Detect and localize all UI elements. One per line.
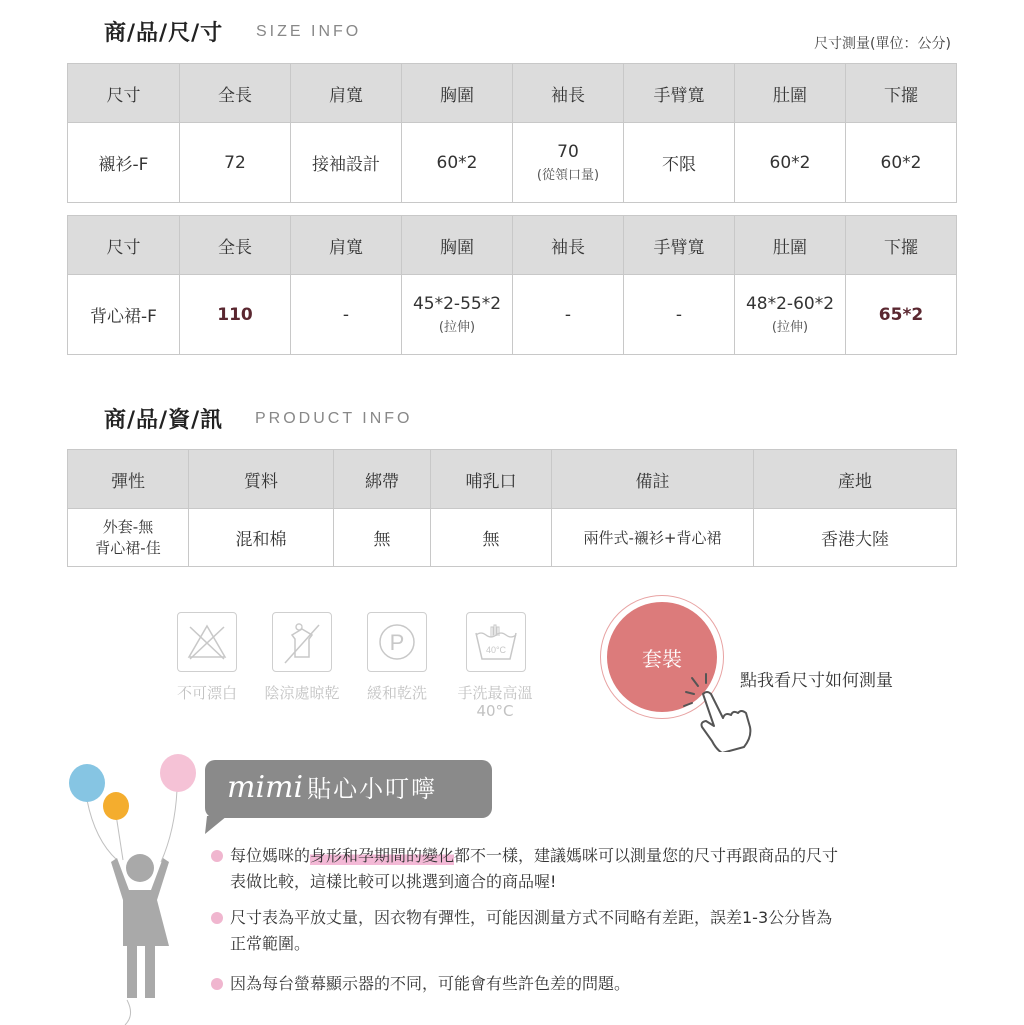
sleeve-value: 70 (557, 142, 579, 162)
bubble-tail (205, 816, 229, 836)
gentle-dry-clean-icon (367, 612, 427, 672)
header-cell: 尺寸 (68, 64, 180, 123)
header-cell: 下擺 (846, 216, 957, 275)
table-row (68, 123, 957, 203)
tips-bubble (205, 760, 492, 818)
chest-cell: 60*2 (402, 123, 513, 203)
material-cell: 混和棉 (189, 509, 334, 567)
length-cell: 72 (180, 123, 291, 203)
bullet-dot (211, 850, 223, 862)
shirt-size-table (67, 63, 957, 203)
header-cell: 彈性 (68, 450, 189, 509)
header-cell: 全長 (180, 64, 291, 123)
header-cell: 袖長 (513, 64, 624, 123)
header-cell: 胸圍 (402, 216, 513, 275)
wash-temp-glyph: 40°C (485, 645, 507, 655)
elastic-line-2: 背心裙-佳 (95, 538, 161, 557)
product-info-table (67, 449, 957, 567)
sleeve-note: (從領口量) (536, 168, 600, 183)
tip-1-line-2: 表做比較，這樣比較可以挑選到適合的商品喔! (230, 872, 557, 891)
table-header-row (68, 216, 957, 275)
size-cell: 襯衫-F (68, 123, 180, 203)
arm-cell: - (624, 275, 735, 355)
care-label: 緩和乾洗 (366, 684, 427, 702)
belly-cell: 60*2 (735, 123, 846, 203)
hem-cell: 65*2 (846, 275, 957, 355)
header-cell: 全長 (180, 216, 291, 275)
tip-1 (230, 843, 950, 895)
care-label: 陰涼處晾乾 (264, 684, 340, 702)
table-header-row (68, 450, 957, 509)
belly-value: 48*2-60*2 (745, 294, 835, 314)
tip-2-line-1: 尺寸表為平放丈量，因衣物有彈性，可能因測量方式不同略有差距，誤差1-3公分皆為 (230, 908, 833, 927)
bullet-dot (211, 978, 223, 990)
header-cell: 肩寬 (291, 64, 402, 123)
nursing-cell: 無 (431, 509, 552, 567)
table-row (68, 509, 957, 567)
shoulder-cell: 接袖設計 (291, 123, 402, 203)
table-header-row (68, 64, 957, 123)
size-cell: 背心裙-F (68, 275, 180, 355)
table-row (68, 275, 957, 355)
remark-cell: 兩件式-襯衫+背心裙 (552, 509, 754, 567)
tip-1-pre: 每位媽咪的 (230, 846, 311, 865)
header-cell: 胸圍 (402, 64, 513, 123)
strap-cell: 無 (334, 509, 431, 567)
shade-dry-icon (272, 612, 332, 672)
measure-link[interactable]: 點我看尺寸如何測量 (740, 671, 893, 691)
header-cell: 手臂寬 (624, 64, 735, 123)
shoulder-cell: - (291, 275, 402, 355)
pointing-hand-icon (678, 672, 758, 752)
header-cell: 尺寸 (68, 216, 180, 275)
unit-note: 尺寸測量(單位：公分) (814, 36, 951, 52)
header-cell: 產地 (754, 450, 957, 509)
header-cell: 肩寬 (291, 216, 402, 275)
no-bleach-icon (177, 612, 237, 672)
header-cell: 下擺 (846, 64, 957, 123)
header-cell: 手臂寬 (624, 216, 735, 275)
measure-badge-label: 套裝 (642, 647, 682, 671)
care-label-line-1: 手洗最高溫 (457, 684, 533, 702)
tip-2 (230, 905, 950, 957)
header-cell: 質料 (189, 450, 334, 509)
elastic-cell (68, 509, 189, 567)
bullet-dot (211, 912, 223, 924)
belly-cell (735, 275, 846, 355)
chest-note: (拉伸) (438, 320, 476, 335)
header-cell: 備註 (552, 450, 754, 509)
tip-3: 因為每台螢幕顯示器的不同，可能會有些許色差的問題。 (230, 974, 631, 993)
header-cell: 綁帶 (334, 450, 431, 509)
header-cell: 肚圍 (735, 216, 846, 275)
dry-clean-glyph: P (389, 630, 405, 655)
header-cell: 肚圍 (735, 64, 846, 123)
tip-1-highlight: 身形和孕期間的變化 (310, 846, 455, 865)
size-section-title: 商/品/尺/寸 (104, 21, 224, 46)
header-cell: 哺乳口 (431, 450, 552, 509)
bubble-title: 貼心小叮嚀 (307, 775, 438, 803)
girl-with-balloons-icon (65, 750, 210, 1025)
origin-cell: 香港大陸 (754, 509, 957, 567)
length-cell: 110 (180, 275, 291, 355)
tip-2-line-2: 正常範圍。 (230, 934, 311, 953)
arm-cell: 不限 (624, 123, 735, 203)
dress-size-table (67, 215, 957, 355)
size-section-subtitle: SIZE INFO (256, 23, 362, 40)
bubble-brand: mimi (227, 770, 304, 805)
care-label: 不可漂白 (176, 684, 237, 702)
hem-cell: 60*2 (846, 123, 957, 203)
hand-wash-40-icon (466, 612, 526, 672)
header-cell: 袖長 (513, 216, 624, 275)
sleeve-cell (513, 123, 624, 203)
chest-value: 45*2-55*2 (412, 294, 502, 314)
elastic-line-1: 外套-無 (102, 517, 154, 536)
belly-note: (拉伸) (771, 320, 809, 335)
sleeve-cell: - (513, 275, 624, 355)
tip-1-post: 都不一樣，建議媽咪可以測量您的尺寸再跟商品的尺寸 (454, 846, 839, 865)
product-section-subtitle: PRODUCT INFO (255, 410, 413, 427)
care-label (440, 684, 550, 720)
product-section-title: 商/品/資/訊 (104, 408, 224, 433)
chest-cell (402, 275, 513, 355)
care-label-line-2: 40°C (476, 702, 514, 720)
